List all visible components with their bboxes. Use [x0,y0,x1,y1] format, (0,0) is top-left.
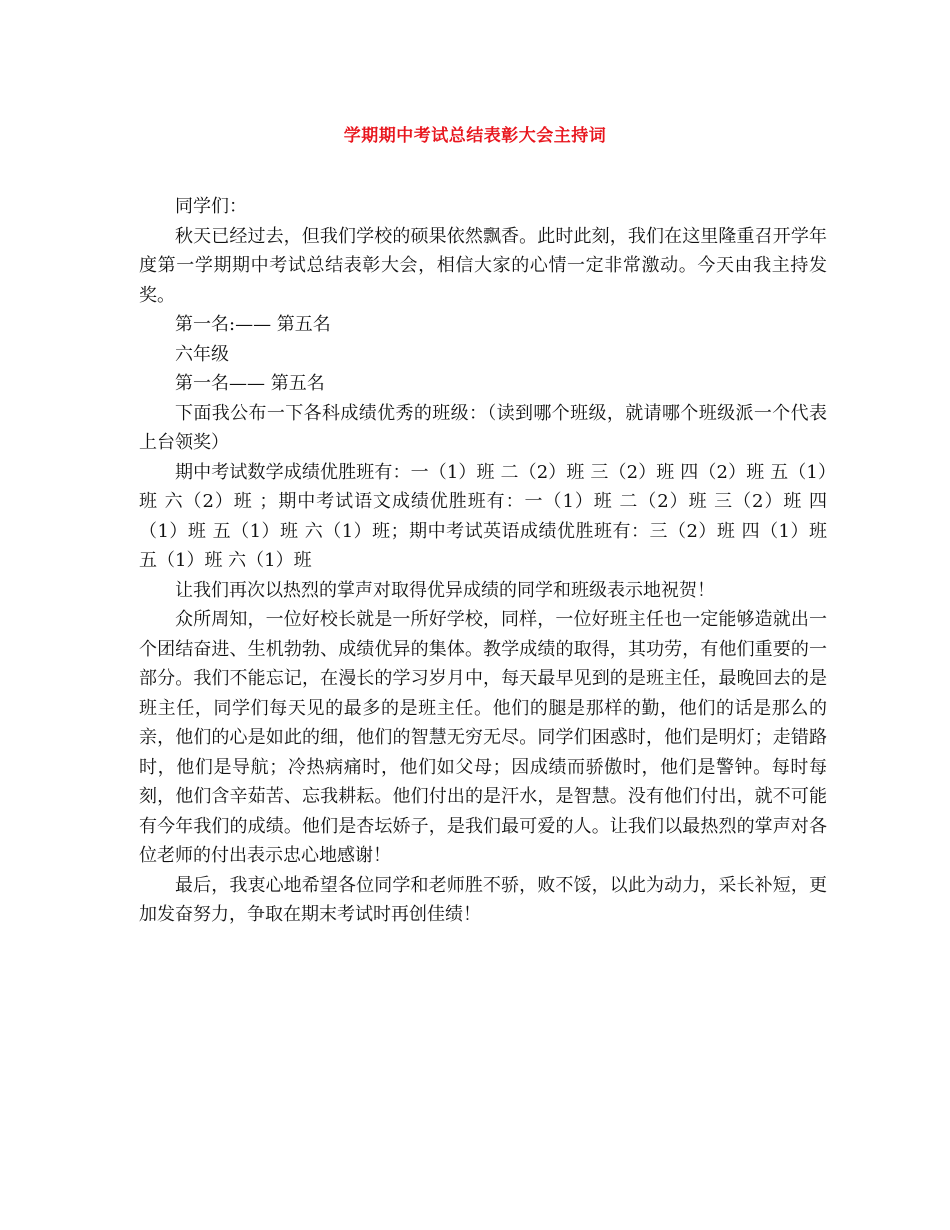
paragraph-announce-classes: 下面我公布一下各科成绩优秀的班级：（读到哪个班级，就请哪个班级派一个代表上台领奖） [139,402,827,453]
document-body [139,192,827,930]
paragraph-greeting: 同学们： [175,196,247,217]
document-title: 学期期中考试总结表彰大会主持词 [343,126,607,146]
paragraph-grade-six: 六年级 [175,343,229,365]
paragraph-rank-list-2: 第一名—— 第五名 [175,373,325,394]
paragraph-closing: 最后，我衷心地希望各位同学和老师胜不骄，败不馁，以此为动力，采长补短，更加发奋努力，争取在期末考试时再创佳绩！ [139,874,827,925]
paragraph-congratulations: 让我们再次以热烈的掌声对取得优异成绩的同学和班级表示地祝贺！ [175,579,715,601]
paragraph-teachers-thanks: 众所周知，一位好校长就是一所好学校，同样，一位好班主任也一定能够造就出一个团结奋进、生机勃勃、成绩优异的集体。教学成绩的取得，其功劳，有他们重要的一部分。我们不能忘记，在漫长的学习岁月中，每天最早见到的是班主任，最晚回去的是班主任，同学们每天见的最多的是班主任。他们的腿是那样的勤，他们的话是那么的亲，他们的心是如此的细，他们的智慧无穷无尽。同学们困惑时，他们是明灯；走错路时，他们是导航；冷热病痛时，他们如父母；因成绩而骄傲时，他们是警钟。每时每刻，他们含辛茹苦、忘我耕耘。他们付出的是汗水，是智慧。没有他们付出，就不可能有今年我们的成绩。他们是杏坛娇子，是我们最可爱的人。让我们以最热烈的掌声对各位老师的付出表示忠心地感谢！ [139,609,827,866]
paragraph-rank-list-1: 第一名:—— 第五名 [175,314,331,335]
paragraph-opening: 秋天已经过去，但我们学校的硕果依然飘香。此时此刻，我们在这里隆重召开学年度第一学期期中考试总结表彰大会，相信大家的心情一定非常激动。今天由我主持发奖。 [139,225,827,306]
paragraph-winning-classes: 期中考试数学成绩优胜班有：一（1）班 二（2）班 三（2）班 四（2）班 五（1）班 六（2）班 ；期中考试语文成绩优胜班有：一（1）班 二（2）班 三（2）班 四（1）班 五（1）班 六（1）班；期中考试英语成绩优胜班有：三（2）班 四（1）班 五（1）班 六（1）班 [139,461,827,571]
